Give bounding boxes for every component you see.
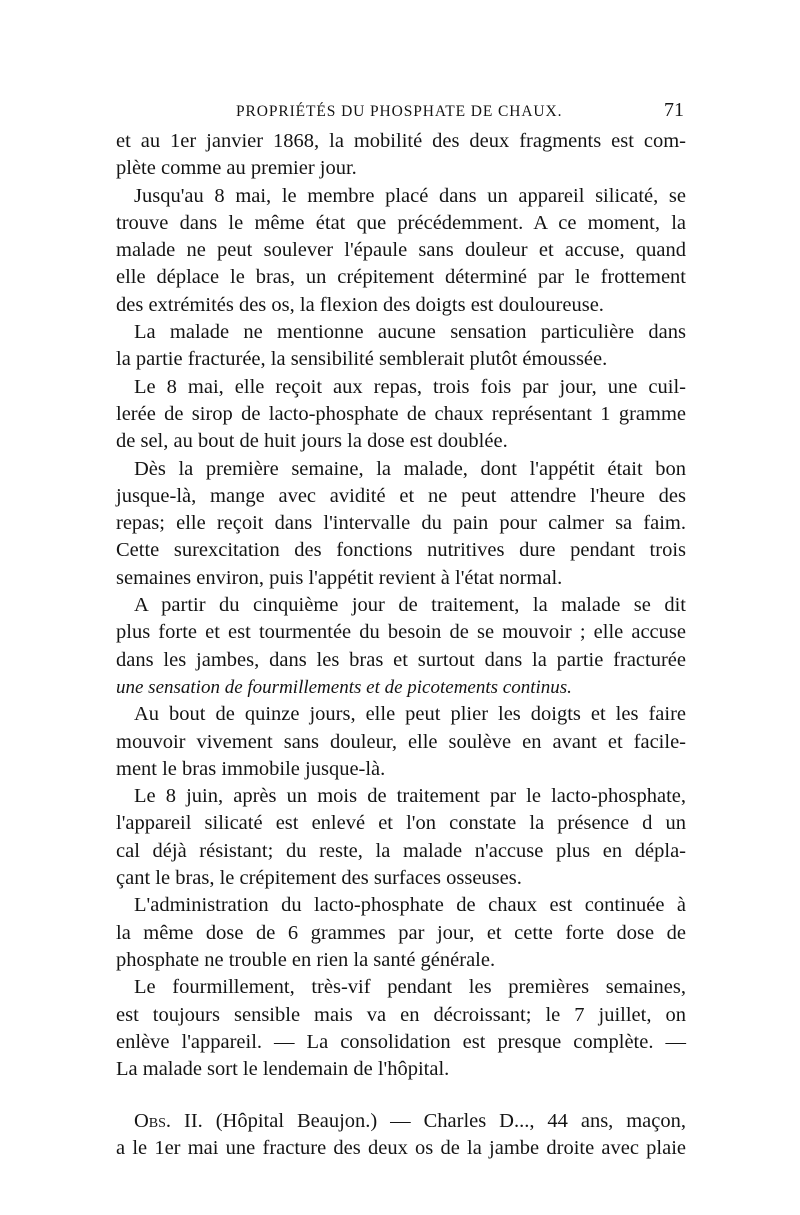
text-line: La malade sort le lendemain de l'hôpital. [116, 1058, 450, 1081]
text-line: La malade ne mentionne aucune sensation particulière dans [134, 321, 686, 344]
observation-heading-line [116, 1108, 686, 1135]
running-title: PROPRIÉTÉS DU PHOSPHATE DE CHAUX. [236, 103, 563, 120]
text-line: çant le bras, le crépitement des surfaces osseuses. [116, 867, 522, 890]
text-line: Cette surexcitation des fonctions nutritives dure pendant trois [116, 539, 686, 562]
text-line: ment le bras immobile jusque-là. [116, 757, 386, 780]
text-line: phosphate ne trouble en rien la santé générale. [116, 948, 496, 971]
text-line: Le 8 mai, elle reçoit aux repas, trois fois par jour, une cuil- [134, 375, 686, 398]
observation-entry [116, 1108, 686, 1163]
text-line: de sel, au bout de huit jours la dose est doublée. [116, 430, 508, 453]
text-line: cal déjà résistant; du reste, la malade n'accuse plus en dépla- [116, 839, 686, 862]
text-line: semaines environ, puis l'appétit revient à l'état normal. [116, 566, 563, 589]
text-line: est toujours sensible mais va en décroissant; le 7 juillet, on [116, 1003, 686, 1026]
text-line: jusque-là, mange avec avidité et ne peut attendre l'heure des [116, 484, 686, 507]
text-line: dans les jambes, dans les bras et surtout dans la partie fracturée [116, 648, 686, 671]
observation-label: Obs. II. [134, 1110, 203, 1132]
text-line: mouvoir vivement sans douleur, elle soulève en avant et facile- [116, 730, 686, 753]
text-line: enlève l'appareil. — La consolidation est presque complète. — [116, 1030, 686, 1053]
page-number: 71 [664, 99, 684, 121]
observation-text-line: a le 1er mai une fracture des deux os de la jambe droite avec plaie [116, 1137, 686, 1160]
body-text [116, 128, 686, 1083]
text-line: Dès la première semaine, la malade, dont l'appétit était bon [134, 457, 686, 480]
observation-heading-text: (Hôpital Beaujon.) — Charles D..., 44 ans, maçon, [215, 1110, 686, 1132]
page-header [116, 97, 686, 127]
text-line: A partir du cinquième jour de traitement, la malade se dit [134, 594, 686, 617]
text-line: Jusqu'au 8 mai, le membre placé dans un appareil silicaté, se [134, 184, 686, 207]
text-line: une sensation de fourmillements et de picotements continus. [116, 676, 572, 698]
text-line: repas; elle reçoit dans l'intervalle du pain pour calmer sa faim. [116, 512, 686, 535]
text-line: plus forte et est tourmentée du besoin de se mouvoir ; elle accuse [116, 621, 686, 644]
text-line: Le 8 juin, après un mois de traitement par le lacto-phosphate, [134, 785, 686, 808]
text-line: lerée de sirop de lacto-phosphate de chaux représentant 1 gramme [116, 402, 686, 425]
text-line: plète comme au premier jour. [116, 157, 357, 180]
text-line: malade ne peut soulever l'épaule sans douleur et accuse, quand [116, 239, 686, 262]
text-line: elle déplace le bras, un crépitement déterminé par le frottement [116, 266, 686, 289]
text-line: des extrémités des os, la flexion des doigts est douloureuse. [116, 293, 604, 316]
text-line: trouve dans le même état que précédemment. A ce moment, la [116, 211, 686, 234]
text-line: Le fourmillement, très-vif pendant les premières semaines, [134, 976, 686, 999]
text-line: la partie fracturée, la sensibilité semblerait plutôt émoussée. [116, 348, 608, 371]
text-line: l'appareil silicaté est enlevé et l'on constate la présence d un [116, 812, 686, 835]
text-line: et au 1er janvier 1868, la mobilité des deux fragments est com- [116, 130, 686, 152]
text-line: la même dose de 6 grammes par jour, et cette forte dose de [116, 921, 686, 944]
text-line: Au bout de quinze jours, elle peut plier les doigts et les faire [134, 703, 686, 726]
text-line: L'administration du lacto-phosphate de chaux est continuée à [134, 894, 686, 917]
